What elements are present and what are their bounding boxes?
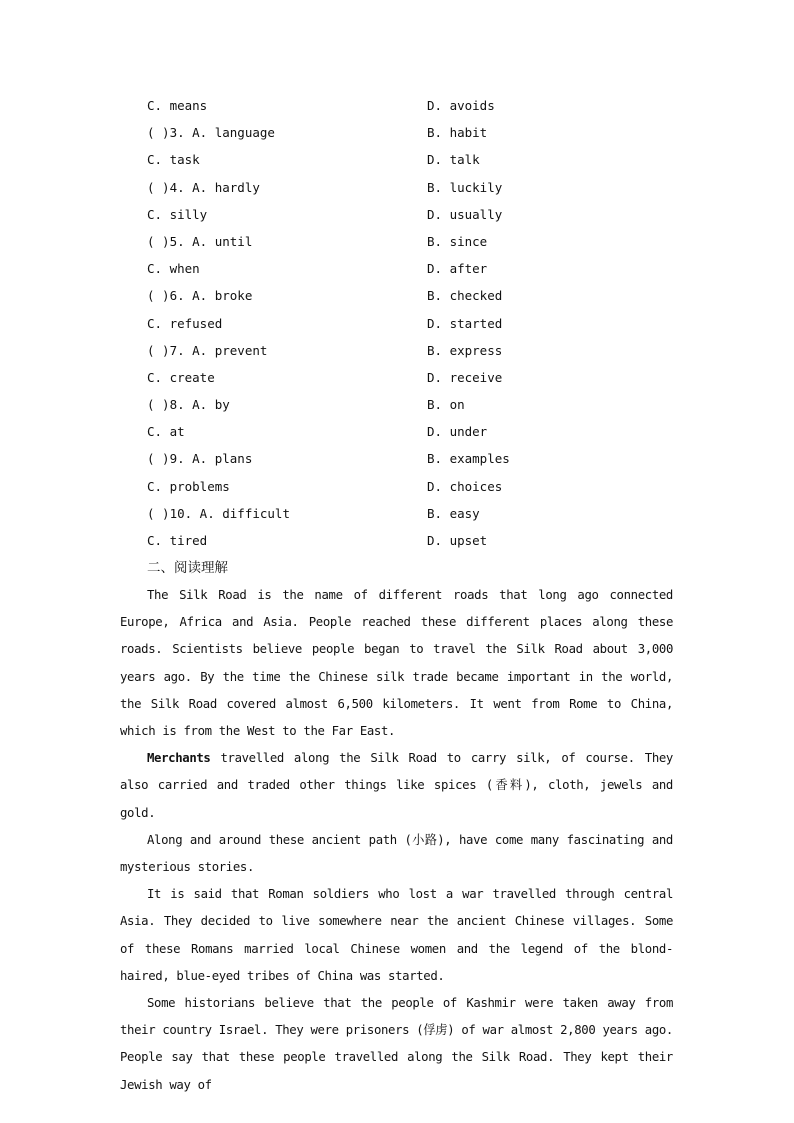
option-left: C. problems: [147, 478, 230, 494]
option-row: [147, 500, 707, 527]
option-left: ( )4. A. hardly: [147, 179, 260, 195]
option-right: B. checked: [427, 288, 503, 304]
option-right: D. started: [427, 315, 503, 331]
option-left: ( )6. A. broke: [147, 288, 253, 304]
paragraph-2: [120, 745, 673, 827]
option-right: D. after: [427, 261, 488, 277]
option-left: C. silly: [147, 206, 208, 222]
option-left: ( )3. A. language: [147, 125, 275, 141]
option-right: D. upset: [427, 533, 488, 548]
option-right: D. usually: [427, 206, 503, 222]
option-right: D. choices: [427, 478, 503, 494]
option-left: ( )10. A. difficult: [147, 505, 290, 521]
option-right: D. avoids: [427, 98, 495, 113]
option-left: ( )9. A. plans: [147, 451, 253, 467]
option-row: [147, 391, 707, 418]
option-row: [147, 418, 707, 445]
option-right: B. easy: [427, 505, 480, 521]
option-row: [147, 445, 707, 472]
option-left: C. refused: [147, 315, 223, 331]
option-left: C. when: [147, 261, 200, 277]
option-left: C. create: [147, 369, 215, 385]
answer-options: [147, 92, 707, 554]
option-row: [147, 174, 707, 201]
option-left: C. means: [147, 98, 208, 113]
section-heading: 二、阅读理解: [147, 560, 228, 576]
option-row: [147, 282, 707, 309]
option-row: [147, 92, 707, 119]
option-right: B. express: [427, 342, 503, 358]
option-right: B. examples: [427, 451, 510, 467]
option-right: D. talk: [427, 152, 480, 168]
paragraph-1: The Silk Road is the name of different roads that long ago connected Europe, Africa and Asia. People reached these different places along these roads. Scientists believe people began to travel the Silk Road about 3,000 years ago. By the time the Chinese silk trade became important in the world, the Silk Road covered almost 6,500 kilometers. It went from Rome to China, which is from the West to the Far East.: [120, 588, 673, 739]
option-left: ( )7. A. prevent: [147, 342, 268, 358]
option-left: ( )5. A. until: [147, 233, 253, 249]
paragraph-4: It is said that Roman soldiers who lost a war travelled through central Asia. They decided to live somewhere near the ancient Chinese villages. Some of these Romans married local Chinese women and the legend of the blond-haired, blue-eyed tribes of China was started.: [120, 887, 673, 983]
option-left: C. task: [147, 152, 200, 168]
option-left: C. at: [147, 424, 185, 440]
paragraph-2-text: travelled along the Silk Road to carry silk, of course. They also carried and traded other things like spices (香料), cloth, jewels and gold.: [120, 751, 673, 820]
option-row: [147, 364, 707, 391]
option-right: B. on: [427, 397, 465, 413]
option-row: [147, 527, 707, 554]
option-right: B. luckily: [427, 179, 503, 195]
bold-term: Merchants: [147, 751, 211, 766]
paragraph-5: Some historians believe that the people of Kashmir were taken away from their country Israel. They were prisoners (俘虏) of war almost 2,800 years ago. People say that these people travelled along the Silk Road. They kept their Jewish way of: [120, 996, 673, 1092]
option-row: [147, 228, 707, 255]
option-row: [147, 255, 707, 282]
option-right: D. receive: [427, 369, 503, 385]
option-row: [147, 310, 707, 337]
option-row: [147, 473, 707, 500]
option-right: D. under: [427, 424, 488, 440]
option-right: B. since: [427, 233, 488, 249]
option-right: B. habit: [427, 125, 488, 141]
option-left: C. tired: [147, 533, 208, 548]
reading-passage: [120, 582, 673, 1099]
option-row: [147, 201, 707, 228]
paragraph-3: Along and around these ancient path (小路), have come many fascinating and mysterious stories.: [120, 832, 673, 875]
option-row: [147, 337, 707, 364]
option-row: [147, 119, 707, 146]
option-left: ( )8. A. by: [147, 397, 230, 413]
option-row: [147, 146, 707, 173]
